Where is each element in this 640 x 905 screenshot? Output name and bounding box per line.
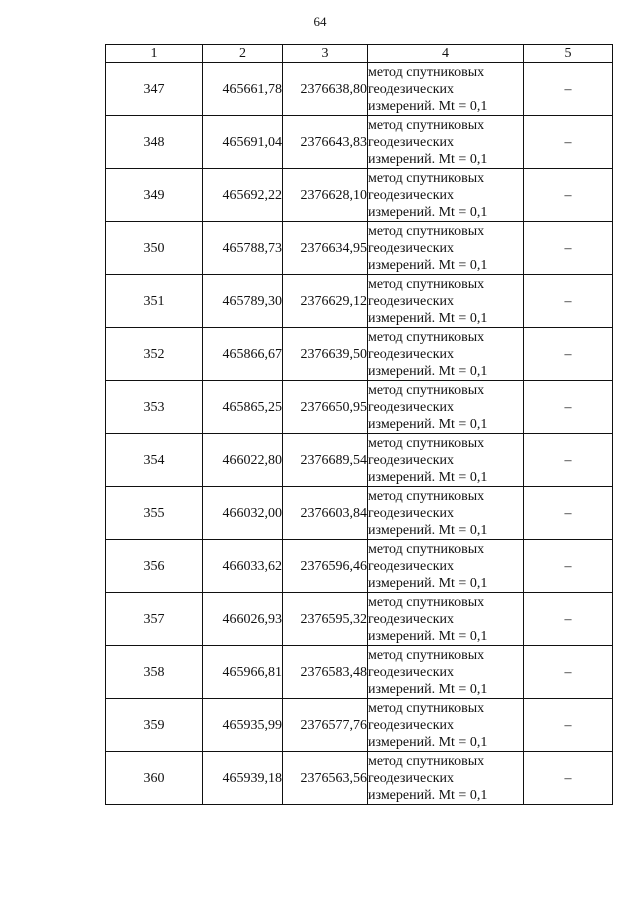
point-number-cell: 358 bbox=[106, 646, 203, 699]
method-line: метод спутниковых bbox=[368, 329, 485, 345]
method-cell bbox=[368, 540, 524, 593]
point-number-cell: 357 bbox=[106, 593, 203, 646]
method-line: метод спутниковых bbox=[368, 64, 485, 80]
table-row bbox=[106, 328, 613, 381]
note-cell: – bbox=[524, 328, 613, 381]
method-line: метод спутниковых bbox=[368, 488, 485, 504]
method-cell bbox=[368, 752, 524, 805]
method-line: геодезических bbox=[368, 770, 455, 786]
method-line: метод спутниковых bbox=[368, 753, 485, 769]
method-line: метод спутниковых bbox=[368, 594, 485, 610]
table-row bbox=[106, 699, 613, 752]
header-col-3: 3 bbox=[283, 45, 368, 63]
point-number-cell: 352 bbox=[106, 328, 203, 381]
table-row bbox=[106, 222, 613, 275]
method-line: измерений. Mt = 0,1 bbox=[368, 98, 488, 114]
header-col-2: 2 bbox=[203, 45, 283, 63]
table-row bbox=[106, 540, 613, 593]
method-line: метод спутниковых bbox=[368, 541, 485, 557]
method-line: измерений. Mt = 0,1 bbox=[368, 575, 488, 591]
method-line: измерений. Mt = 0,1 bbox=[368, 416, 488, 432]
y-coordinate-cell: 2376643,83 bbox=[283, 116, 368, 169]
coordinates-table bbox=[105, 44, 613, 805]
header-row bbox=[106, 45, 613, 63]
method-line: метод спутниковых bbox=[368, 700, 485, 716]
method-line: геодезических bbox=[368, 452, 455, 468]
y-coordinate-cell: 2376650,95 bbox=[283, 381, 368, 434]
x-coordinate-cell: 465788,73 bbox=[203, 222, 283, 275]
y-coordinate-cell: 2376639,50 bbox=[283, 328, 368, 381]
method-line: геодезических bbox=[368, 346, 455, 362]
note-cell: – bbox=[524, 275, 613, 328]
x-coordinate-cell: 465935,99 bbox=[203, 699, 283, 752]
table-row bbox=[106, 169, 613, 222]
x-coordinate-cell: 465865,25 bbox=[203, 381, 283, 434]
method-cell bbox=[368, 487, 524, 540]
point-number-cell: 349 bbox=[106, 169, 203, 222]
method-line: геодезических bbox=[368, 399, 455, 415]
point-number-cell: 359 bbox=[106, 699, 203, 752]
method-cell bbox=[368, 328, 524, 381]
x-coordinate-cell: 465789,30 bbox=[203, 275, 283, 328]
method-line: измерений. Mt = 0,1 bbox=[368, 681, 488, 697]
note-cell: – bbox=[524, 116, 613, 169]
method-line: измерений. Mt = 0,1 bbox=[368, 257, 488, 273]
header-col-5: 5 bbox=[524, 45, 613, 63]
x-coordinate-cell: 466022,80 bbox=[203, 434, 283, 487]
method-line: измерений. Mt = 0,1 bbox=[368, 628, 488, 644]
method-line: геодезических bbox=[368, 240, 455, 256]
table-row bbox=[106, 275, 613, 328]
method-line: метод спутниковых bbox=[368, 170, 485, 186]
x-coordinate-cell: 465691,04 bbox=[203, 116, 283, 169]
header-col-1: 1 bbox=[106, 45, 203, 63]
method-cell bbox=[368, 275, 524, 328]
method-line: измерений. Mt = 0,1 bbox=[368, 151, 488, 167]
method-line: измерений. Mt = 0,1 bbox=[368, 310, 488, 326]
y-coordinate-cell: 2376596,46 bbox=[283, 540, 368, 593]
method-cell bbox=[368, 222, 524, 275]
page-number: 64 bbox=[313, 14, 327, 29]
table-row bbox=[106, 434, 613, 487]
method-cell bbox=[368, 699, 524, 752]
y-coordinate-cell: 2376628,10 bbox=[283, 169, 368, 222]
method-cell bbox=[368, 646, 524, 699]
table-row bbox=[106, 381, 613, 434]
method-line: метод спутниковых bbox=[368, 276, 485, 292]
header-col-4: 4 bbox=[368, 45, 524, 63]
note-cell: – bbox=[524, 540, 613, 593]
x-coordinate-cell: 466032,00 bbox=[203, 487, 283, 540]
point-number-cell: 351 bbox=[106, 275, 203, 328]
y-coordinate-cell: 2376603,84 bbox=[283, 487, 368, 540]
table-body bbox=[106, 63, 613, 805]
y-coordinate-cell: 2376583,48 bbox=[283, 646, 368, 699]
method-line: метод спутниковых bbox=[368, 647, 485, 663]
y-coordinate-cell: 2376577,76 bbox=[283, 699, 368, 752]
note-cell: – bbox=[524, 593, 613, 646]
method-line: измерений. Mt = 0,1 bbox=[368, 787, 488, 803]
table-row bbox=[106, 63, 613, 116]
note-cell: – bbox=[524, 169, 613, 222]
point-number-cell: 348 bbox=[106, 116, 203, 169]
method-cell bbox=[368, 593, 524, 646]
table-header bbox=[106, 45, 613, 63]
note-cell: – bbox=[524, 487, 613, 540]
y-coordinate-cell: 2376638,80 bbox=[283, 63, 368, 116]
method-line: измерений. Mt = 0,1 bbox=[368, 469, 488, 485]
method-line: геодезических bbox=[368, 134, 455, 150]
table-row bbox=[106, 593, 613, 646]
point-number-cell: 354 bbox=[106, 434, 203, 487]
x-coordinate-cell: 466026,93 bbox=[203, 593, 283, 646]
method-line: метод спутниковых bbox=[368, 223, 485, 239]
y-coordinate-cell: 2376595,32 bbox=[283, 593, 368, 646]
method-line: измерений. Mt = 0,1 bbox=[368, 204, 488, 220]
x-coordinate-cell: 465692,22 bbox=[203, 169, 283, 222]
method-line: метод спутниковых bbox=[368, 382, 485, 398]
point-number-cell: 356 bbox=[106, 540, 203, 593]
method-line: геодезических bbox=[368, 717, 455, 733]
method-line: геодезических bbox=[368, 664, 455, 680]
x-coordinate-cell: 466033,62 bbox=[203, 540, 283, 593]
x-coordinate-cell: 465661,78 bbox=[203, 63, 283, 116]
x-coordinate-cell: 465939,18 bbox=[203, 752, 283, 805]
note-cell: – bbox=[524, 222, 613, 275]
x-coordinate-cell: 465966,81 bbox=[203, 646, 283, 699]
method-line: измерений. Mt = 0,1 bbox=[368, 734, 488, 750]
point-number-cell: 360 bbox=[106, 752, 203, 805]
note-cell: – bbox=[524, 434, 613, 487]
table-row bbox=[106, 646, 613, 699]
method-cell bbox=[368, 381, 524, 434]
method-line: метод спутниковых bbox=[368, 435, 485, 451]
method-line: геодезических bbox=[368, 558, 455, 574]
y-coordinate-cell: 2376563,56 bbox=[283, 752, 368, 805]
method-cell bbox=[368, 116, 524, 169]
method-line: геодезических bbox=[368, 293, 455, 309]
point-number-cell: 347 bbox=[106, 63, 203, 116]
table-row bbox=[106, 487, 613, 540]
note-cell: – bbox=[524, 752, 613, 805]
y-coordinate-cell: 2376634,95 bbox=[283, 222, 368, 275]
method-cell bbox=[368, 169, 524, 222]
point-number-cell: 353 bbox=[106, 381, 203, 434]
method-line: геодезических bbox=[368, 187, 455, 203]
point-number-cell: 350 bbox=[106, 222, 203, 275]
note-cell: – bbox=[524, 381, 613, 434]
y-coordinate-cell: 2376689,54 bbox=[283, 434, 368, 487]
method-line: измерений. Mt = 0,1 bbox=[368, 363, 488, 379]
table-row bbox=[106, 752, 613, 805]
method-line: измерений. Mt = 0,1 bbox=[368, 522, 488, 538]
method-line: геодезических bbox=[368, 81, 455, 97]
x-coordinate-cell: 465866,67 bbox=[203, 328, 283, 381]
method-cell bbox=[368, 434, 524, 487]
note-cell: – bbox=[524, 646, 613, 699]
note-cell: – bbox=[524, 699, 613, 752]
method-line: геодезических bbox=[368, 611, 455, 627]
y-coordinate-cell: 2376629,12 bbox=[283, 275, 368, 328]
point-number-cell: 355 bbox=[106, 487, 203, 540]
method-line: геодезических bbox=[368, 505, 455, 521]
method-line: метод спутниковых bbox=[368, 117, 485, 133]
method-cell bbox=[368, 63, 524, 116]
note-cell: – bbox=[524, 63, 613, 116]
table-row bbox=[106, 116, 613, 169]
